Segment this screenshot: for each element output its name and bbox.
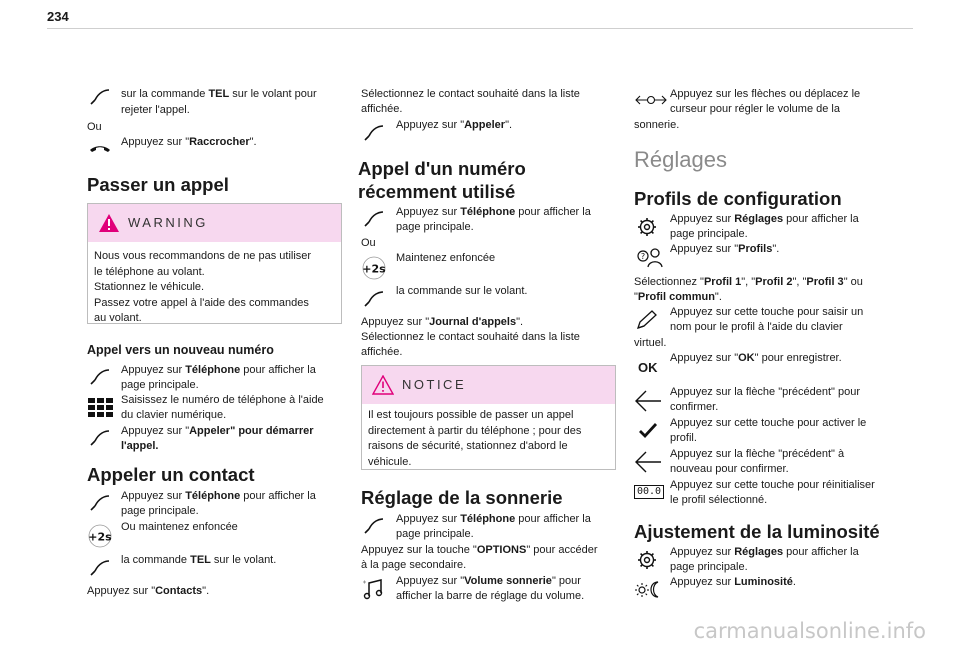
header-rule	[47, 28, 913, 29]
back-arrow-icon	[634, 389, 662, 413]
reset-icon: 00.0	[634, 485, 664, 499]
touch-icon	[361, 515, 387, 537]
touch-icon	[87, 427, 113, 449]
svg-text:+2s: +2s	[88, 530, 112, 544]
page-number: 234	[47, 9, 69, 24]
long-press-icon	[359, 256, 389, 280]
touch-icon	[87, 492, 113, 514]
keypad-icon	[87, 396, 113, 418]
settings-gear-icon	[634, 549, 660, 571]
svg-text:?: ?	[640, 252, 646, 261]
ringtone-volume-icon	[361, 578, 387, 600]
checkmark-icon	[638, 421, 658, 439]
section-heading-luminosite: Ajustement de la luminosité	[634, 521, 880, 542]
section-heading-passer: Passer un appel	[87, 174, 229, 195]
profiles-icon	[634, 245, 664, 269]
settings-gear-icon	[634, 216, 660, 238]
subheading-nouveau: Appel vers un nouveau numéro	[87, 343, 274, 357]
notice-box	[361, 365, 616, 470]
section-heading-sonnerie: Réglage de la sonnerie	[361, 487, 563, 508]
brightness-icon	[634, 578, 664, 600]
touch-icon	[87, 86, 113, 108]
warning-box	[87, 203, 342, 324]
notice-text: Il est toujours possible de passer un appel directement à partir du téléphone ; pour des raisons de sécurité, stationnez d'abord le véhicule.	[368, 409, 582, 468]
section-heading-recent-2: récemment utilisé	[358, 181, 516, 202]
section-heading-contact: Appeler un contact	[87, 464, 255, 485]
ok-icon: OK	[638, 360, 658, 375]
touch-icon	[87, 366, 113, 388]
chapter-heading-reglages: Réglages	[634, 147, 727, 172]
warning-title: WARNING	[128, 215, 208, 230]
touch-icon	[361, 208, 387, 230]
section-heading-recent-1: Appel d'un numéro	[358, 158, 526, 179]
long-press-icon	[85, 524, 115, 548]
touch-icon	[361, 122, 387, 144]
slider-arrows-icon	[634, 90, 668, 110]
touch-icon	[361, 288, 387, 310]
hang-up-icon	[87, 136, 113, 158]
warning-text: Nous vous recommandons de ne pas utiliser le téléphone au volant. Stationnez le véhicule. Passez votre appel à l'aide des commandes au volant.	[94, 250, 312, 324]
notice-title: NOTICE	[402, 377, 467, 392]
warning-triangle-icon	[98, 213, 120, 233]
touch-icon	[87, 557, 113, 579]
edit-pencil-icon	[634, 309, 660, 331]
svg-text:+2s: +2s	[362, 262, 386, 276]
watermark: carmanualsonline.info	[693, 619, 926, 643]
back-arrow-icon	[634, 450, 662, 474]
section-heading-profils: Profils de configuration	[634, 188, 842, 209]
notice-triangle-icon	[372, 375, 394, 395]
